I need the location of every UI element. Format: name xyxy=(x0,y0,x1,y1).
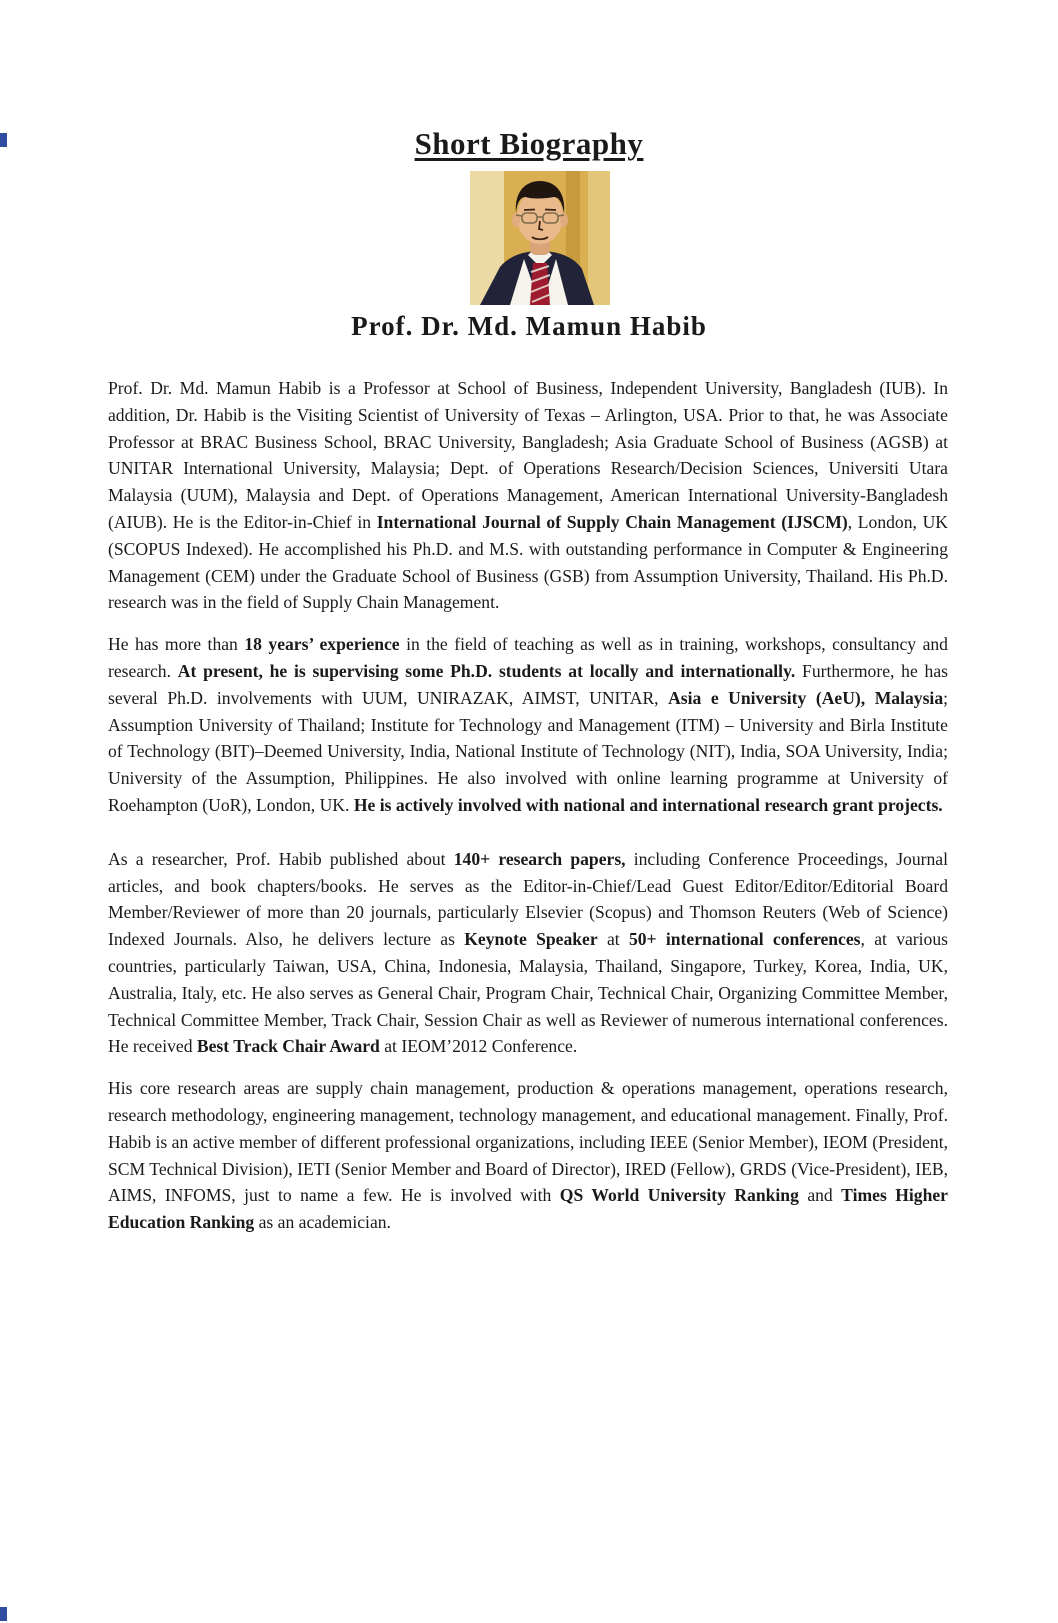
page-title-text: Short Biography xyxy=(414,126,644,161)
bio-paragraph-2 xyxy=(108,631,948,819)
bio-paragraph-3 xyxy=(108,846,948,1060)
text-run: ; Assumption University of Thailand; Institute for Technology and Management (ITM) – University and Birla Institute of Technology (BIT)–Deemed University, India, National Institute of Technology (NIT), India, SOA University, India; University of the Assumption, Philippines. He also involved with online learning programme at University of Roehampton (UoR), London, UK. xyxy=(108,687,949,815)
bold-text-run: Asia e University (AeU), Malaysia xyxy=(668,687,944,708)
text-run: , at various countries, particularly Taiwan, USA, China, Indonesia, Malaysia, Thailand, Singapore, Turkey, Korea, India, UK, Australia, Italy, etc. He also serves as General Chair, Program Chair, Technical Chair, Organizing Committee Member, Technical Committee Member, Track Chair, Session Chair as well as Reviewer of numerous international conferences. He received xyxy=(108,929,948,1057)
bold-text-run: 140+ research papers, xyxy=(453,848,626,869)
page-edge-mark-top xyxy=(0,133,7,147)
text-run: including Conference Proceedings, Journal articles, and book chapters/books. He serves as the Editor-in-Chief/Lead Guest Editor/Editor/Editorial Board Member/Reviewer of more than 20 journals, particularly Elsevier (Scopus) and Thomson Reuters (Web of Science) Indexed Journals. Also, he delivers lecture as xyxy=(108,848,948,950)
biography-body xyxy=(108,375,948,1236)
text-run: Furthermore, he has several Ph.D. involvements with UUM, UNIRAZAK, AIMST, UNITAR, xyxy=(108,660,948,708)
text-run: as an academician. xyxy=(254,1212,391,1233)
bio-paragraph-4 xyxy=(108,1075,948,1236)
photo-background-fold xyxy=(588,171,610,305)
bold-text-run: International Journal of Supply Chain Management (IJSCM) xyxy=(376,511,848,532)
portrait-photo xyxy=(470,171,610,305)
bold-text-run: 18 years’ experience xyxy=(244,634,400,655)
text-run: , London, UK (SCOPUS Indexed). He accomplished his Ph.D. and M.S. with outstanding performance in Computer & Engineering Management (CEM) under the Graduate School of Business (GSB) from Assumption University, Thailand. His Ph.D. research was in the field of Supply Chain Management. xyxy=(108,511,948,613)
page-title xyxy=(0,126,1058,162)
bio-paragraph-1 xyxy=(108,375,948,616)
text-run: Prof. Dr. Md. Mamun Habib is a Professor at School of Business, Independent University, Bangladesh (IUB). In addition, Dr. Habib is the Visiting Scientist of University of Texas – Arlington, USA. Prior to that, he was Associate Professor at BRAC Business School, BRAC University, Bangladesh; Asia Graduate School of Business (AGSB) at UNITAR International University, Malaysia; Dept. of Operations Research/Decision Sciences, Universiti Utara Malaysia (UUM), Malaysia and Dept. of Operations Management, American International University-Bangladesh (AIUB). He is the Editor-in-Chief in xyxy=(108,378,948,532)
text-run: He has more than xyxy=(108,634,245,655)
bold-text-run: At present, he is supervising some Ph.D. students at locally and internationally. xyxy=(177,660,796,681)
bold-text-run: Keynote Speaker xyxy=(464,929,598,950)
text-run: As a researcher, Prof. Habib published about xyxy=(108,848,454,869)
bold-text-run: Times Higher Education Ranking xyxy=(108,1185,948,1233)
bold-text-run: He is actively involved with national and international research grant projects. xyxy=(353,794,943,815)
text-run: at IEOM’2012 Conference. xyxy=(379,1036,578,1057)
bold-text-run: 50+ international conferences xyxy=(628,929,861,950)
person-name-heading: Prof. Dr. Md. Mamun Habib xyxy=(351,311,707,341)
portrait-photo-illustration xyxy=(470,171,610,305)
text-run: in the field of teaching as well as in training, workshops, consultancy and research. xyxy=(108,634,948,681)
bold-text-run: Best Track Chair Award xyxy=(196,1036,380,1057)
text-run: and xyxy=(798,1185,842,1206)
bold-text-run: QS World University Ranking xyxy=(559,1185,799,1206)
text-run: His core research areas are supply chain management, production & operations management, operations research, research methodology, engineering management, technology management, and educational management. Finally, Prof. Habib is an active member of different professional organizations, including IEEE (Senior Member), IEOM (President, SCM Technical Division), IETI (Senior Member and Board of Director), IRED (Fellow), GRDS (Vice-President), IEB, AIMS, INFOMS, just to name a few. He is involved with xyxy=(108,1078,948,1206)
text-run: at xyxy=(597,929,629,950)
document-page xyxy=(0,126,1058,1623)
page-edge-mark-bottom xyxy=(0,1607,7,1621)
